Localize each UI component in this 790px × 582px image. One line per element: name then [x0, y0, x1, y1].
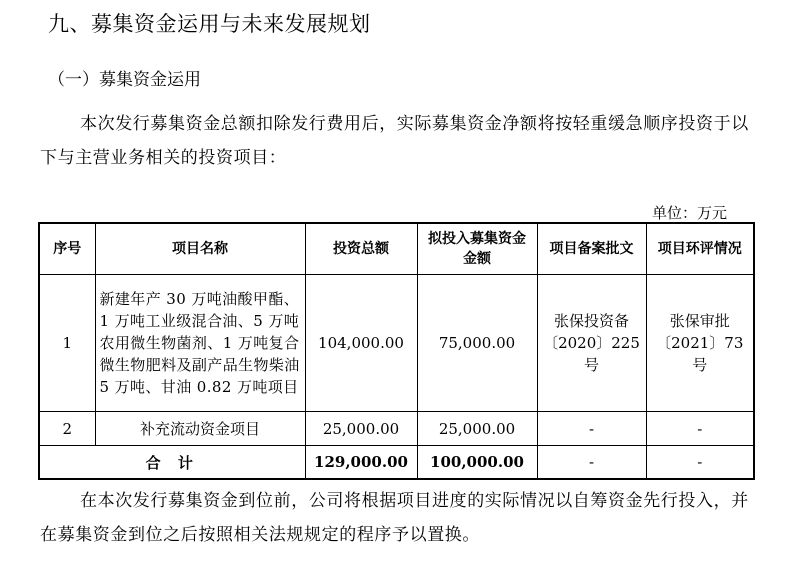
cell-filing: 张保投资备〔2020〕225 号	[537, 275, 646, 412]
header-filing: 项目备案批文	[537, 223, 646, 275]
unit-label: 单位：万元	[652, 204, 728, 222]
intro-paragraph	[40, 107, 752, 175]
cell-eia: 张保审批〔2021〕73 号	[646, 275, 754, 412]
header-total: 投资总额	[305, 223, 417, 275]
closing-paragraph	[40, 484, 752, 552]
investment-table	[38, 222, 755, 480]
cell-raised: 75,000.00	[417, 275, 537, 412]
table-header-row	[39, 223, 754, 275]
cell-index: 1	[39, 275, 95, 412]
cell-total: 25,000.00	[305, 412, 417, 446]
cell-name: 补充流动资金项目	[95, 412, 305, 446]
section-title: 九、募集资金运用与未来发展规划	[48, 12, 371, 36]
intro-paragraph-text: 本次发行募集资金总额扣除发行费用后，实际募集资金净额将按轻重缓急顺序投资于以下与主营业务相关的投资项目：	[40, 114, 749, 168]
header-index: 序号	[39, 223, 95, 275]
header-name: 项目名称	[95, 223, 305, 275]
cell-name: 新建年产 30 万吨油酸甲酯、1 万吨工业级混合油、5 万吨农用微生物菌剂、1 万吨复合微生物肥料及副产品生物柴油 5 万吨、甘油 0.82 万吨项目	[95, 275, 305, 412]
closing-paragraph-text: 在本次发行募集资金到位前，公司将根据项目进度的实际情况以自筹资金先行投入，并在募集资金到位之后按照相关法规规定的程序予以置换。	[40, 491, 749, 545]
subsection-title: （一）募集资金运用	[48, 70, 201, 90]
table-row	[39, 275, 754, 412]
cell-filing: -	[537, 412, 646, 446]
total-label: 合 计	[39, 446, 305, 480]
total-raised: 100,000.00	[417, 446, 537, 480]
total-filing: -	[537, 446, 646, 480]
header-raised: 拟投入募集资金金额	[417, 223, 537, 275]
cell-index: 2	[39, 412, 95, 446]
table-total-row	[39, 446, 754, 480]
cell-raised: 25,000.00	[417, 412, 537, 446]
cell-total: 104,000.00	[305, 275, 417, 412]
total-investment: 129,000.00	[305, 446, 417, 480]
table-row	[39, 412, 754, 446]
cell-eia: -	[646, 412, 754, 446]
header-eia: 项目环评情况	[646, 223, 754, 275]
total-eia: -	[646, 446, 754, 480]
